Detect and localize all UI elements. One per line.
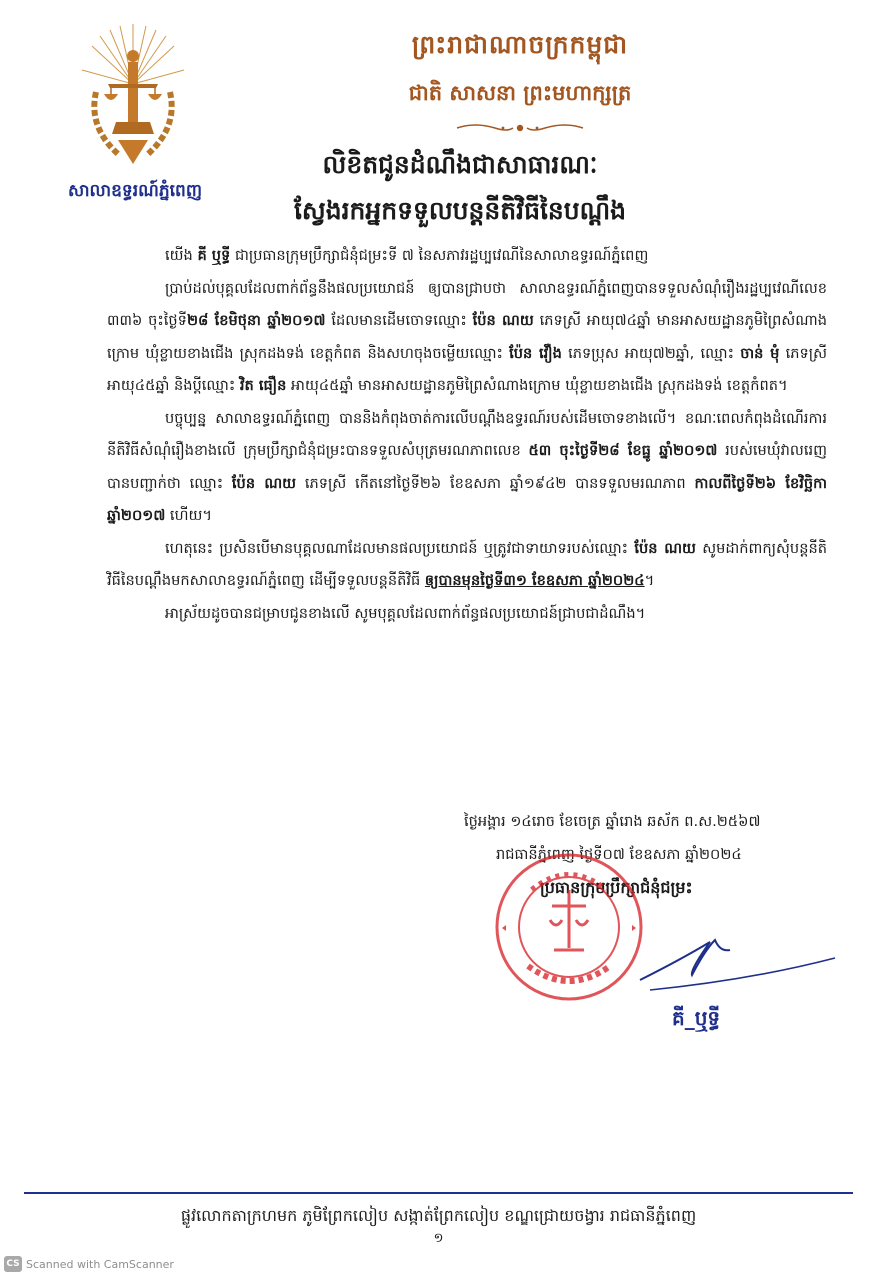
text: ជាប្រធានក្រុមប្រឹក្សាជំនុំជម្រះទី ៧ នៃសភាវរដ្ឋប្បវេណីនៃសាលាឧទ្ធរណ៍ភ្នំពេញ (230, 247, 649, 264)
text: ប្រាប់ដល់បុគ្គលដែលពាក់ព័ន្ធនឹងផលប្រយោជន៍ ឲ្យបានជ្រាបថា សាលាឧទ្ធរណ៍ភ្នំពេញបានទទួលសំណុំរឿងរដ្ឋប្បវេណីលេខ ៣៣៦ ចុះថ្ងៃទី (107, 279, 827, 329)
court-emblem-icon (78, 22, 188, 172)
paragraph-5: អាស្រ័យដូចបានជម្រាបជូនខាងលើ សូមបុគ្គលដែលពាក់ព័ន្ធផលប្រយោជន៍ជ្រាបជាដំណឹង។ (165, 604, 646, 622)
text: ភេទប្រុស អាយុ៧២ឆ្នាំ, ឈ្មោះ (561, 344, 741, 362)
handwritten-signature-icon (620, 920, 840, 1000)
footer-divider (24, 1192, 853, 1194)
page-number: ១ (433, 1231, 444, 1246)
kingdom-header (300, 30, 740, 135)
deceased-name: ប៉ែន ណយ (634, 539, 696, 557)
letter-body (107, 240, 827, 630)
title-line-1: លិខិតជូនដំណឹងជាសាធារណៈ (322, 150, 598, 179)
kingdom-title: ព្រះរាជាណាចក្រកម្ពុជា (411, 30, 629, 59)
paragraph-2 (107, 273, 827, 403)
text: ហើយ។ (165, 507, 212, 524)
title-line-2: ស្វែងរកអ្នកទទួលបន្តនីតិវិធីនៃបណ្តឹង (293, 196, 627, 225)
deadline: ឲ្យបានមុនថ្ងៃទី៣១ ខែឧសភា ឆ្នាំ២០២៤ (424, 572, 645, 589)
paragraph-3 (107, 403, 827, 533)
text: អាយុ៤៥ឆ្នាំ មានអាសយដ្ឋានភូមិព្រៃសំណាងក្រោម ឃុំខ្លាយខាងជើង ស្រុកដងទង់ ខេត្តកំពត។ (286, 377, 788, 394)
text: សូមដាក់ពាក្យសុំបន្តនីតិវិធីនៃបណ្តឹងមកសាលាឧទ្ធរណ៍ភ្នំពេញ ដើម្បីទទួលបន្តនីតិវិធី (107, 539, 827, 589)
text: ហេតុនេះ ប្រសិនបើមានបុគ្គលណាដែលមានផលប្រយោជន៍ ឬត្រូវជាទាយាទរបស់ឈ្មោះ (165, 539, 635, 557)
ornament-divider-icon (455, 121, 585, 135)
defendant-name-3: វិត ធឿន (239, 377, 287, 394)
signer-position: ប្រធានក្រុមប្រឹក្សាជំនុំជម្រះ (540, 878, 693, 897)
text: ភេទស្រី កើតនៅថ្ងៃទី២៦ ខែឧសភា ឆ្នាំ១៩៤២ បានទទួលមរណភាព (296, 474, 695, 492)
text: យើង (165, 247, 198, 264)
text: ភេទស្រី អាយុ៤៥ឆ្នាំ និងប្តីឈ្មោះ (107, 344, 827, 394)
text: ដែលមានដើមចោទឈ្មោះ (325, 312, 473, 329)
court-name: សាលាឧទ្ធរណ៍ភ្នំពេញ (67, 181, 203, 201)
text: ភេទស្រី អាយុ៧៤ឆ្នាំ មានអាសយដ្ឋានភូមិព្រៃសំណាងក្រោម ឃុំខ្លាយខាងជើង ស្រុកដងទង់ ខេត្តកំពត និងសហចុងចម្លើយឈ្មោះ (107, 312, 828, 362)
solar-date: រាជធានីភ្នំពេញ ថ្ងៃទី០៧ ខែឧសភា ឆ្នាំ២០២៤ (496, 846, 742, 863)
paragraph-1 (107, 240, 827, 273)
death-certificate-ref: ៥៣ ចុះថ្ងៃទី២៨ ខែធ្នូ ឆ្នាំ២០១៧ (528, 442, 718, 459)
case-date: ២៨ ខែមិថុនា ឆ្នាំ២០១៧ (186, 312, 326, 329)
scanner-watermark (4, 1256, 174, 1272)
signer-name: គី_ឬទ្ធី (672, 1006, 721, 1030)
lunar-date: ថ្ងៃអង្គារ ១៤រោច ខែចេត្រ ឆ្នាំរោង ឆស័ក ព.ស.២៥៦៧ (464, 813, 761, 830)
paragraph-4 (107, 533, 827, 598)
text: ។ (644, 572, 655, 589)
national-motto: ជាតិ សាសនា ព្រះមហាក្សត្រ (408, 81, 632, 105)
document-title (200, 150, 720, 232)
defendant-name-1: ប៉ែន វឿង (509, 344, 562, 362)
text: បច្ចុប្បន្ន សាលាឧទ្ធរណ៍ភ្នំពេញ បាននិងកំពុងចាត់ការលើបណ្តឹងឧទ្ធរណ៍របស់ដើមចោទខាងលើ។ ខណៈពេលកំពុងដំណើរការនីតិវិធីសំណុំរឿងខាងលើ ក្រុមប្រឹក្សាជំនុំជម្រះបានទទួលសំបុត្រមរណភាពលេខ (107, 409, 827, 459)
deceased-name: ប៉ែន ណយ (231, 474, 297, 492)
plaintiff-name: ប៉ែន ណយ (472, 312, 534, 329)
camscanner-logo-icon: CS (4, 1256, 22, 1272)
scanner-text: Scanned with CamScanner (26, 1257, 174, 1271)
defendant-name-2: ចាន់ មុំ (740, 344, 780, 362)
footer-address: ផ្លូវលោកតាក្រហមក ភូមិព្រែកលៀប សង្កាត់ព្រែកលៀប ខណ្ឌជ្រោយចង្វារ រាជធានីភ្នំពេញ (180, 1206, 697, 1225)
text: របស់មេឃុំវាលរេញ បានបញ្ជាក់ថា ឈ្មោះ (107, 442, 827, 492)
judge-name: គី ឬទ្ធី (197, 247, 231, 264)
death-date: កាលពីថ្ងៃទី២៦ ខែវិច្ឆិកា ឆ្នាំ២០១៧ (107, 474, 828, 524)
